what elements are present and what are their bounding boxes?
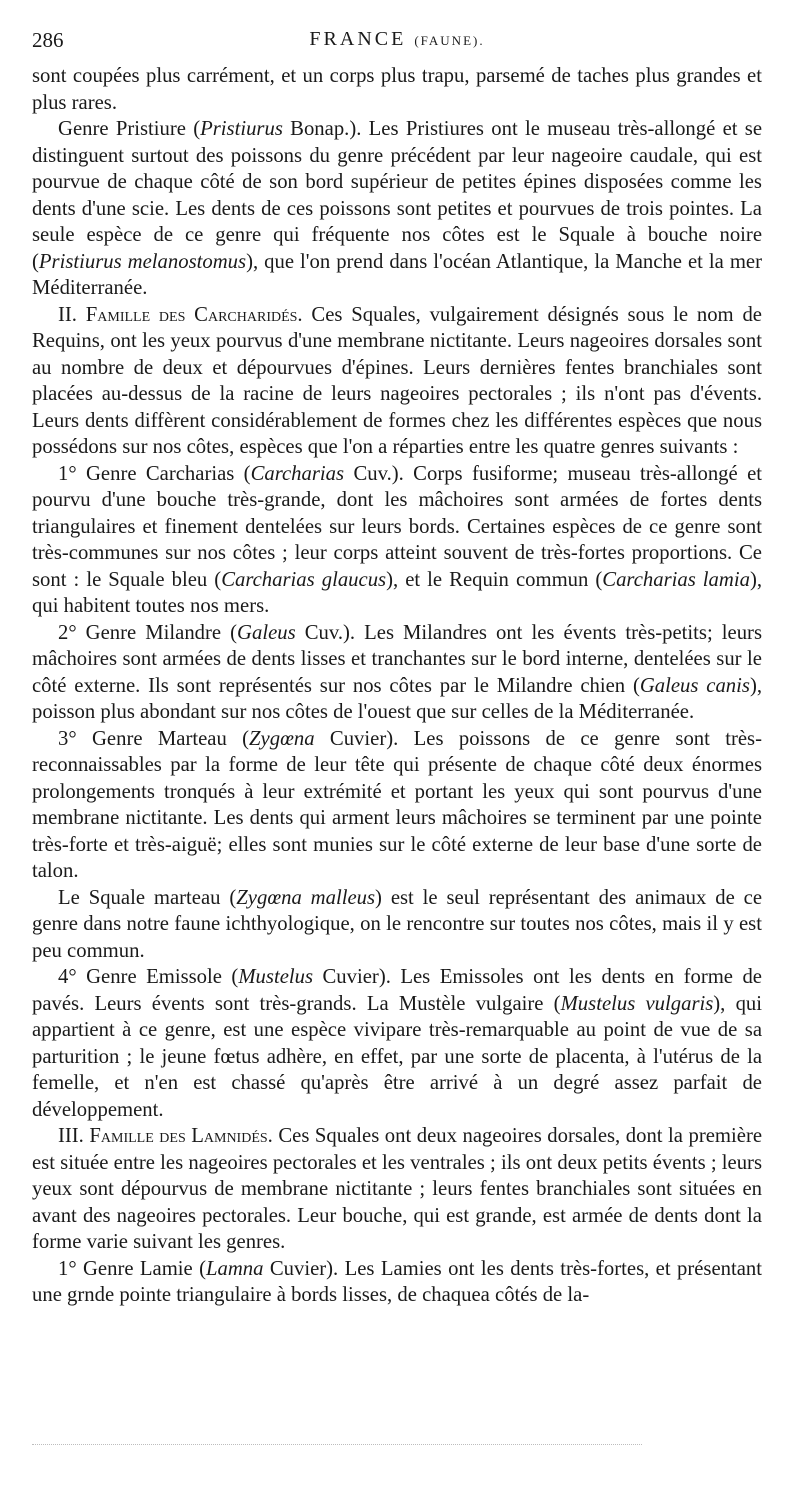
paragraph: [32, 461, 762, 620]
italic-text: Carcharias glaucus: [221, 568, 387, 591]
italic-text: Mustelus vulgaris: [560, 992, 714, 1015]
paragraph: [32, 63, 762, 116]
text-run: 1° Genre Lamie (: [58, 1257, 206, 1280]
italic-text: Lamna: [206, 1257, 264, 1280]
paragraph: [32, 964, 762, 1123]
text-run: II.: [58, 303, 86, 326]
text-run: ), poisson plus abondant sur nos côtes de l'ouest que sur celles de la Méditerranée.: [32, 674, 762, 723]
running-title-main: FRANCE: [309, 28, 407, 50]
text-run: ), et le Requin commun (: [386, 568, 603, 591]
text-run: III.: [58, 1125, 90, 1147]
text-run: 2° Genre Milandre (: [58, 621, 238, 644]
running-title-sub: (FAUNE).: [414, 33, 485, 48]
text-run: Cuv.). Corps fusiforme; museau très-allongé et pourvu d'une bouche très-grande, dont les mâchoires sont armées de fortes dents triangulaires et finement dentelées sur leurs bords. Certaines espèces de ce genre sont très-communes sur nos côtes ; leur corps atteint souvent de très-fortes proportions. Ce sont : le Squale bleu (: [32, 462, 762, 591]
paragraph: [32, 302, 762, 461]
text-run: Ces Squales, vulgairement désignés sous le nom de Requins, ont les yeux pourvus d'une membrane nictitante. Leurs nageoires dorsales sont au nombre de deux et dépourvues d'épines. Leurs dernières fentes branchiales sont placées au-dessus de la racine de leurs nageoires pectorales ; ils n'ont pas d'évents. Leurs dents diffèrent considérablement de formes chez les différentes espèces que nous possédons sur nos côtes, espèces que l'on a réparties entre les quatre genres suivants :: [32, 303, 762, 458]
italic-text: Galeus: [237, 621, 296, 644]
text-run: Ces Squales ont deux nageoires dorsales, dont la première est située entre les nageoires pectorales et les ventrales ; ils ont deux petits évents ; leurs yeux sont dépourvus de membrane nictitante ; leurs fentes branchiales sont situées en avant des nageoires pectorales. Leur bouche, qui est grande, est armée de dents dont la forme varie suivant les genres.: [32, 1125, 763, 1253]
text-run: Cuvier). Les Emissoles ont les dents en forme de pavés. Leurs évents sont très-grands. La Mustèle vulgaire (: [32, 966, 762, 1015]
text-run: ), qui habitent toutes nos mers.: [32, 568, 762, 617]
section-heading: Famille des Lamnidés.: [89, 1125, 273, 1147]
paragraph: [32, 620, 762, 726]
text-run: ) est le seul représentant des animaux de ce genre dans notre faune ichthyologique, on le rencontre sur toutes nos côtes, mais il y est peu commun.: [32, 886, 762, 962]
text-run: Cuvier). Les poissons de ce genre sont très-reconnaissables par la forme de leur tête qui présente de chaque côté deux énormes prolongements tronqués à leur extrémité et portant les yeux qui sont pourvus d'une membrane nictitante. Les dents qui arment leurs mâchoires se terminent par une pointe très-forte et très-aiguë; elles sont munies sur le côté externe de leur base d'une sorte de talon.: [32, 727, 762, 882]
body-text: [32, 63, 762, 1309]
text-run: Le Squale marteau (: [58, 886, 237, 909]
page-number: 286: [32, 28, 64, 52]
text-run: Cuvier). Les Lamies ont les dents très-fortes, et présentant une grnde pointe triangulaire à bords lisses, de chaquea côtés de la-: [32, 1257, 762, 1306]
italic-text: Zygœna: [249, 727, 315, 750]
paragraph: [32, 1123, 762, 1256]
italic-text: Pristiurus: [200, 118, 283, 140]
paragraph: [32, 116, 762, 302]
paragraph: [32, 885, 762, 965]
text-run: 4° Genre Emissole (: [58, 966, 239, 988]
page-header: [32, 28, 762, 54]
italic-text: Zygœna malleus: [236, 886, 376, 909]
paragraph: [32, 726, 762, 885]
italic-text: Galeus canis: [639, 674, 750, 697]
text-run: Genre Pristiure (: [58, 118, 201, 140]
running-title: [32, 28, 762, 51]
italic-text: Carcharias: [250, 462, 345, 485]
text-run: ), que l'on prend dans l'océan Atlantique, la Manche et la mer Méditerranée.: [32, 250, 762, 299]
italic-text: Pristiurus melanostomus: [38, 250, 247, 273]
text-run: Bonap.). Les Pristiures ont le museau très-allongé et se distinguent surtout des poissons du genre précédent par leur nageoire caudale, qui est pourvue de chaque côté de son bord supérieur de petites épines disposées comme les dents d'une scie. Les dents de ces poissons sont petites et pourvues de trois pointes. La seule espèce de ce genre qui fréquente nos côtes est le Squale à bouche noire (: [32, 118, 763, 273]
text-run: Cuv.). Les Milandres ont les évents très-petits; leurs mâchoires sont armées de dents lisses et tranchantes sur le bord interne, dentelées sur le côté externe. Ils sont représentés sur nos côtes par le Milandre chien (: [32, 621, 762, 697]
text-run: 3° Genre Marteau (: [58, 727, 250, 750]
paragraph: [32, 1256, 762, 1309]
text-run: ), qui appartient à ce genre, est une espèce vivipare très-remarquable au point de vue de sa parturition ; le jeune fœtus adhère, en effet, par une sorte de placenta, à l'utérus de la femelle, et n'en est chassé qu'après être arrivé à un degré assez parfait de développement.: [32, 992, 762, 1121]
footer-dotted-rule: [32, 1444, 642, 1445]
text-run: 1° Genre Carcharias (: [58, 462, 251, 485]
section-heading: Famille des Carcharidés.: [85, 303, 303, 326]
text-run: sont coupées plus carrément, et un corps plus trapu, parsemé de taches plus grandes et plus rares.: [32, 65, 762, 114]
italic-text: Carcharias lamia: [602, 568, 750, 591]
italic-text: Mustelus: [238, 966, 314, 988]
